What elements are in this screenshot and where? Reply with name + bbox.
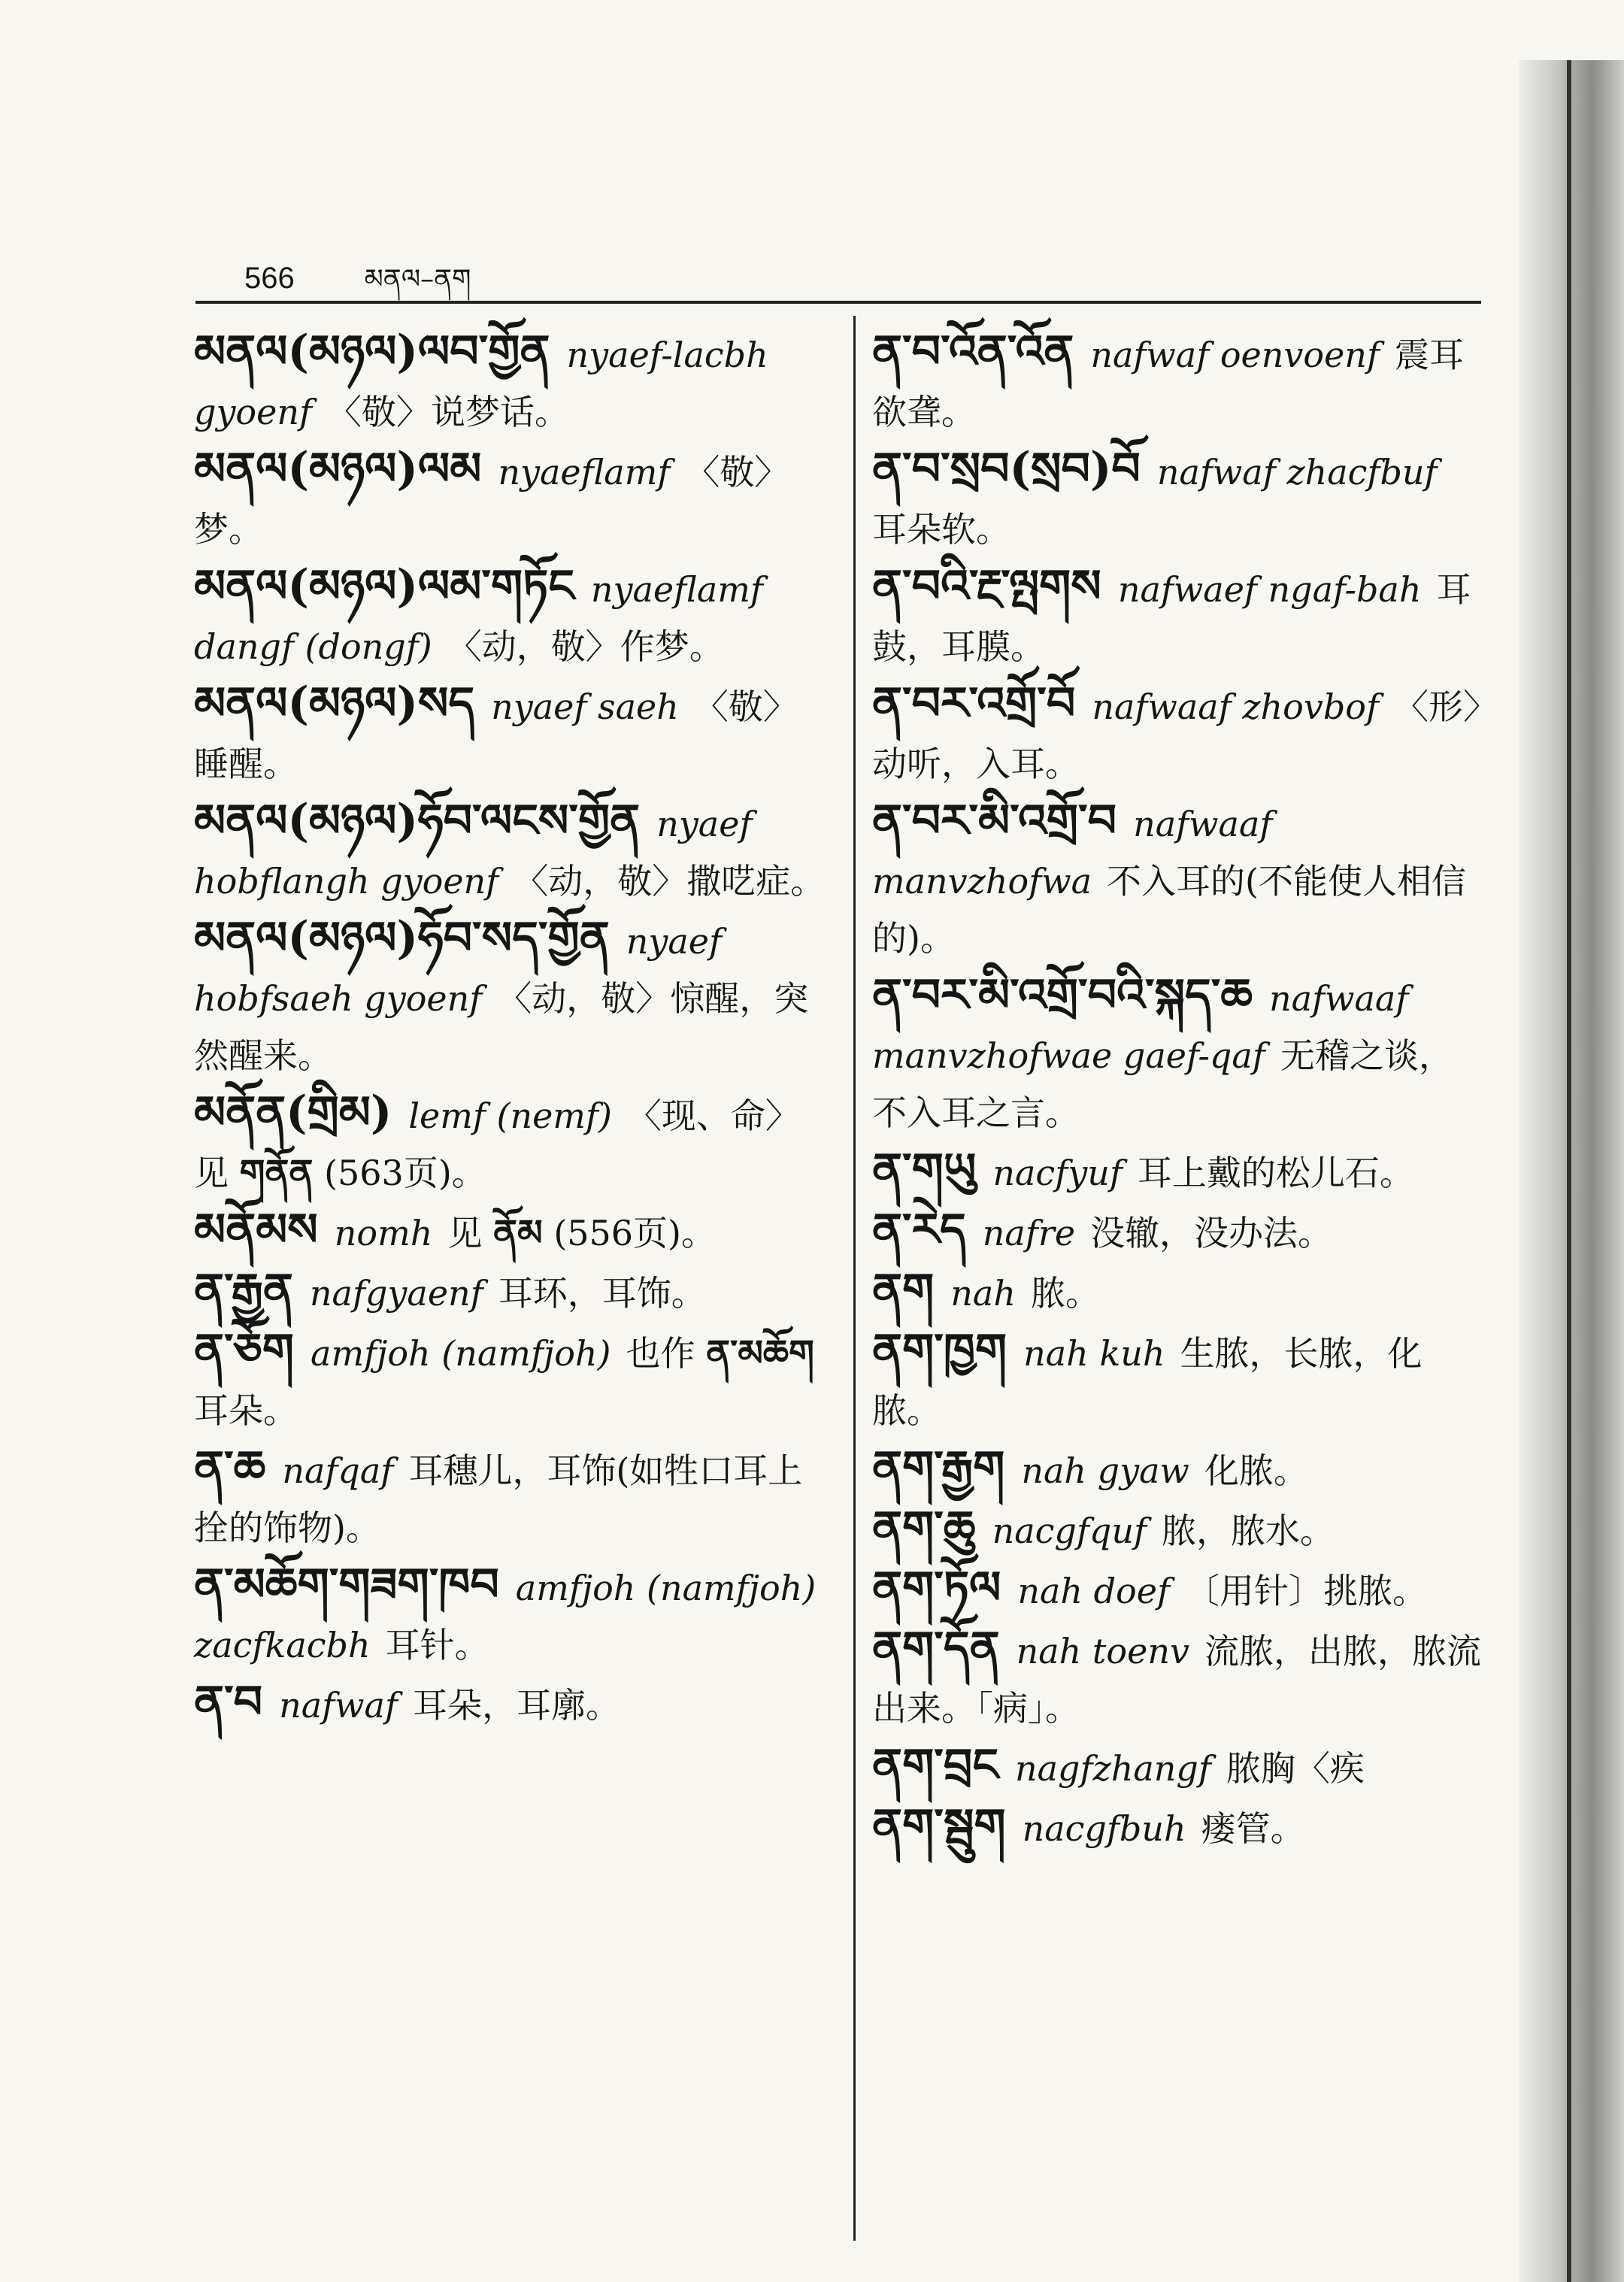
dictionary-entry: ན་བར་མི་འགྲོ་བའི་སྐད་ཆ nafwaaf manvzhofwae gaef-qaf 无稽之谈，不入耳之言。 <box>872 969 1453 1133</box>
right-column <box>872 323 1485 1857</box>
dictionary-entry: མནལ(མཉལ)སད nyaef saeh 〈敬〉睡醒。 <box>194 677 798 784</box>
dictionary-entry: ན་རེད nafre 没辙，没办法。 <box>872 1204 1333 1256</box>
dictionary-entry: མནོན(གྲིམ) lemf (nemf) 〈现、命〉见 གནོན (563页)。 <box>194 1086 800 1194</box>
dictionary-entry: ན་བའི་རྔ་ལྤགས nafwaef ngaf-bah 耳鼓，耳膜。 <box>872 560 1471 667</box>
dictionary-entry: ན་རྒྱན nafgyaenf 耳环，耳饰。 <box>194 1264 706 1317</box>
dictionary-entry: མནལ(མཉལ)ལམ nyaeflamf 〈敬〉梦。 <box>194 443 789 550</box>
dictionary-entry: ན་གཡུ nacfyuf 耳上戴的松儿石。 <box>872 1144 1414 1196</box>
dictionary-entry: ན་ཆ nafqaf 耳穗儿，耳饰(如牲口耳上拴的饰物)。 <box>194 1441 803 1548</box>
dictionary-entry: ནག་དོན nah toenv 流脓，出脓，脓流出来。「病」。 <box>872 1622 1481 1729</box>
dictionary-entry: ནག་ཏོལ nah doef 〔用针〕挑脓。 <box>872 1562 1427 1614</box>
dictionary-entry: ནག་བྲང nagfzhangf 脓胸〈疾 <box>872 1739 1365 1792</box>
dictionary-entry: ནག་ཁྱག nah kuh 生脓，长脓，化脓。 <box>872 1324 1423 1431</box>
running-head: མནལ–ནག <box>364 264 471 295</box>
header-rule <box>195 301 1481 304</box>
dictionary-entry: མནལ(མཉལ)ལབ་གྱོན nyaef-lacbh gyoenf 〈敬〉说梦话。 <box>194 326 768 432</box>
dictionary-entry: ན་བ nafwaf 耳朵，耳廓。 <box>194 1676 620 1729</box>
dictionary-entry: ན་ཅོག amfjoh (namfjoh) 也作 ན་མཆོག 耳朵。 <box>194 1324 814 1431</box>
dictionary-entry: མནོམས nomh 见 ནོམ (556页)。 <box>194 1204 717 1256</box>
dictionary-entry: ནག་ཆུ nacgfquf 脓，脓水。 <box>872 1502 1335 1554</box>
dictionary-entry: མནལ(མཉལ)ཧོབ་སད་གྱོན nyaef hobfsaeh gyoenf 〈动，敬〉惊醒，突然醒来。 <box>194 912 809 1076</box>
column-divider <box>853 316 856 2241</box>
dictionary-entry: ན་བ་སྲབ(སྲབ)བོ nafwaf zhacfbuf耳朵软。 <box>872 443 1438 550</box>
page-number: 566 <box>244 262 295 295</box>
dictionary-entry: ན་མཆོག་གཟག་ཁབ amfjoh (namfjoh) zacfkacbh 耳针。 <box>194 1559 817 1665</box>
book-binding-shadow <box>1519 60 1624 2282</box>
dictionary-entry: ནག་སྦུག nacgfbuh 瘘管。 <box>872 1799 1305 1852</box>
dictionary-entry: ན་བ་འོན་འོན nafwaf oenvoenf 震耳欲聋。 <box>872 326 1464 432</box>
dictionary-entry: ནག nah 脓。 <box>872 1264 1100 1317</box>
dictionary-entry: མནལ(མཉལ)ཧོབ་ལངས་གྱོན nyaef hobflangh gyoenf 〈动，敬〉撒呓症。 <box>194 795 826 902</box>
dictionary-entry: ནག་རྒྱག nah gyaw 化脓。 <box>872 1441 1308 1494</box>
book-binding-edge <box>1567 60 1571 2282</box>
left-column <box>194 323 826 1734</box>
dictionary-entry: མནལ(མཉལ)ལམ་གཏོང nyaeflamf dangf (dongf) 〈动，敬〉作梦。 <box>194 560 763 667</box>
dictionary-entry: ན་བར་མི་འགྲོ་བ nafwaaf manvzhofwa 不入耳的(不能使人相信的)。 <box>872 795 1466 959</box>
dictionary-entry: ན་བར་འགྲོ་བོ nafwaaf zhovbof 〈形〉动听，入耳。 <box>872 677 1481 784</box>
page-header <box>244 248 471 325</box>
